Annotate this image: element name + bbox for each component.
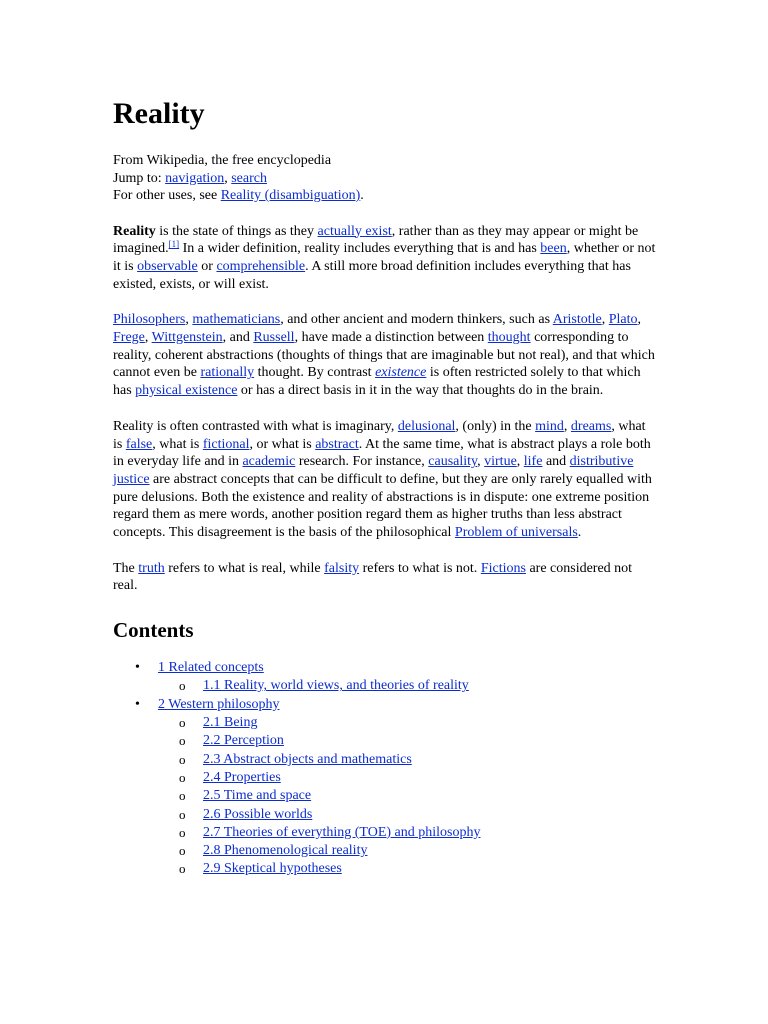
bullet-circle-icon: o	[179, 715, 186, 731]
jump-navigation-link[interactable]: navigation	[165, 170, 225, 186]
hatnote-suffix: .	[360, 188, 364, 203]
toc-link[interactable]: 2.1 Being	[203, 715, 258, 731]
link-delusional[interactable]: delusional	[397, 418, 456, 434]
link-truth[interactable]: truth	[138, 560, 165, 576]
text: , have made a distinction between	[294, 330, 488, 346]
bullet-disc-icon: •	[135, 660, 140, 676]
link-academic[interactable]: academic	[242, 454, 296, 470]
link-existence[interactable]: existence	[375, 365, 427, 381]
link-aristotle[interactable]: Aristotle	[552, 312, 602, 328]
link-physical-existence[interactable]: physical existence	[135, 383, 238, 399]
link-problem-of-universals[interactable]: Problem of universals	[454, 525, 578, 541]
text: corresponding to reality, coherent abstractions (thoughts of things that are imaginable but not real), and that which cannot even be	[113, 330, 655, 381]
text: Reality is often contrasted with what is imaginary,	[113, 418, 398, 434]
link-life[interactable]: life	[523, 454, 543, 470]
bullet-circle-icon: o	[179, 861, 186, 877]
contents-heading: Contents	[113, 618, 194, 643]
text: , and	[222, 330, 254, 346]
text: , or what is	[249, 436, 316, 452]
toc-link[interactable]: 1.1 Reality, world views, and theories of reality	[203, 678, 469, 694]
hatnote	[113, 187, 658, 205]
disambiguation-link[interactable]: Reality (disambiguation)	[220, 188, 361, 203]
text: ,	[601, 312, 609, 328]
text: In a wider definition, reality includes everything that is and has	[179, 241, 541, 257]
text: , whether or not it is	[113, 241, 656, 274]
text: ,	[477, 454, 485, 470]
text: is the state of things as they	[155, 223, 318, 239]
text: is often restricted solely to that which has	[113, 365, 641, 399]
jump-to-prefix: Jump to:	[113, 170, 166, 186]
toc-item	[113, 824, 658, 842]
link-thought[interactable]: thought	[487, 330, 531, 346]
text: or	[197, 258, 217, 274]
table-of-contents	[113, 659, 658, 879]
toc-item	[113, 806, 658, 824]
text: refers to what is real, while	[164, 560, 325, 576]
toc-item	[113, 787, 658, 805]
bullet-circle-icon: o	[179, 733, 186, 749]
text: research. For instance,	[295, 454, 429, 470]
site-tagline: From Wikipedia, the free encyclopedia	[113, 153, 332, 168]
toc-link[interactable]: 2.9 Skeptical hypotheses	[203, 861, 342, 877]
text: . At the same time, what is abstract plays a role both in everyday life and in	[113, 436, 651, 470]
text: , (only) in the	[455, 418, 536, 434]
text: or has a direct basis in it in the way that thoughts do in the brain.	[237, 383, 604, 399]
hatnote-prefix: For other uses, see	[113, 188, 221, 203]
link-plato[interactable]: Plato	[608, 312, 638, 328]
text: ,	[144, 330, 152, 346]
toc-item	[113, 714, 658, 732]
link-virtue[interactable]: virtue	[484, 454, 517, 470]
text: ,	[563, 418, 571, 434]
toc-link[interactable]: 2.2 Perception	[203, 733, 284, 749]
link-fictional[interactable]: fictional	[202, 436, 250, 452]
bullet-circle-icon: o	[179, 678, 186, 694]
page-title: Reality	[113, 97, 205, 130]
link-falsity[interactable]: falsity	[324, 560, 360, 576]
text: , rather than as they may appear or might be imagined.	[113, 223, 639, 257]
toc-link[interactable]: 2.3 Abstract objects and mathematics	[203, 751, 412, 767]
paragraph-imaginary	[113, 418, 658, 542]
paragraph-philosophers	[113, 311, 658, 400]
link-distributive-justice[interactable]: distributive justice	[113, 454, 634, 487]
paragraph-truth	[113, 560, 658, 595]
jump-separator: ,	[224, 170, 232, 186]
bullet-circle-icon: o	[179, 843, 186, 859]
link-actually-exist[interactable]: actually exist	[317, 223, 392, 239]
link-abstract[interactable]: abstract	[315, 436, 359, 452]
text: .	[577, 525, 582, 541]
bullet-circle-icon: o	[179, 806, 186, 822]
bullet-circle-icon: o	[179, 824, 186, 840]
reference-1-link[interactable]: [1]	[168, 239, 180, 250]
toc-item	[113, 677, 658, 695]
link-philosophers[interactable]: Philosophers	[113, 312, 186, 328]
link-fictions[interactable]: Fictions	[480, 560, 526, 576]
term-reality: Reality	[113, 223, 156, 239]
jump-to-line	[113, 170, 658, 188]
text: refers to what is not.	[359, 560, 481, 576]
toc-link[interactable]: 2.4 Properties	[203, 769, 281, 785]
link-wittgenstein[interactable]: Wittgenstein	[151, 330, 223, 346]
link-causality[interactable]: causality	[428, 454, 478, 470]
bullet-disc-icon: •	[135, 696, 140, 712]
bullet-circle-icon: o	[179, 751, 186, 767]
bullet-circle-icon: o	[179, 769, 186, 785]
text: , and other ancient and modern thinkers, such as	[280, 312, 553, 328]
text: and	[542, 454, 570, 470]
toc-item	[113, 732, 658, 750]
toc-link[interactable]: 1 Related concepts	[158, 660, 264, 676]
link-russell[interactable]: Russell	[253, 330, 295, 346]
link-comprehensible[interactable]: comprehensible	[216, 258, 306, 274]
text: are considered not real.	[113, 560, 633, 594]
toc-item	[113, 769, 658, 787]
link-mind[interactable]: mind	[535, 418, 564, 434]
text: are abstract concepts that can be difficult to define, but they are only rarely equalled with pure delusions. Both the existence and reality of abstractions is in dispute: one extreme position regard them as mere words, another position regard them as higher truths than less abstract concepts. This disagreement is the basis of the philosophical	[113, 471, 652, 541]
toc-link[interactable]: 2.8 Phenomenological reality	[203, 843, 368, 859]
text: , what is	[152, 436, 203, 452]
toc-link[interactable]: 2.6 Possible worlds	[203, 806, 313, 822]
bullet-circle-icon: o	[179, 788, 186, 804]
text: ,	[637, 312, 642, 328]
text: ,	[185, 312, 193, 328]
link-frege[interactable]: Frege	[113, 330, 145, 346]
link-false[interactable]: false	[125, 436, 153, 452]
paragraph-intro	[113, 223, 658, 294]
link-mathematicians[interactable]: mathematicians	[192, 312, 281, 328]
link-rationally[interactable]: rationally	[200, 365, 255, 381]
link-observable[interactable]: observable	[137, 258, 198, 274]
toc-item	[113, 659, 658, 677]
toc-link[interactable]: 2.7 Theories of everything (TOE) and philosophy	[203, 824, 481, 840]
toc-item	[113, 842, 658, 860]
text: . A still more broad definition includes everything that has existed, exists, or will exist.	[113, 258, 631, 292]
text: , what is	[113, 418, 646, 452]
jump-search-link[interactable]: search	[231, 170, 267, 186]
link-been[interactable]: been	[540, 241, 567, 257]
toc-link[interactable]: 2 Western philosophy	[158, 696, 280, 712]
link-dreams[interactable]: dreams	[570, 418, 612, 434]
text: The	[113, 560, 139, 576]
text: thought. By contrast	[254, 365, 376, 381]
text: ,	[516, 454, 524, 470]
toc-item	[113, 860, 658, 878]
toc-link[interactable]: 2.5 Time and space	[203, 788, 312, 804]
toc-item	[113, 696, 658, 714]
toc-item	[113, 751, 658, 769]
